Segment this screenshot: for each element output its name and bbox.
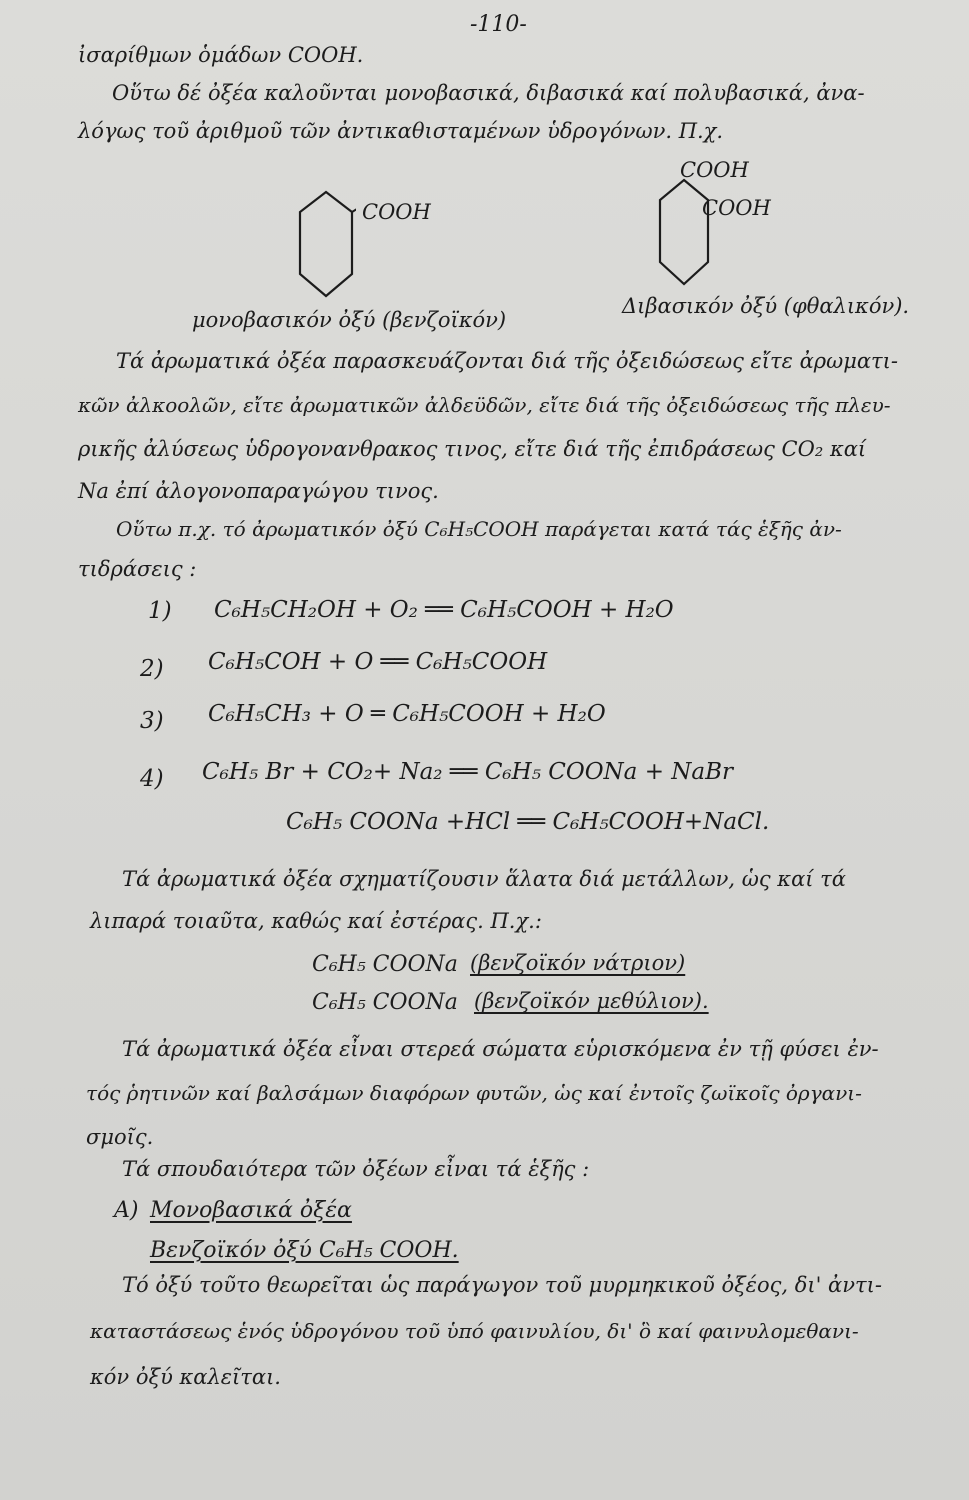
equation: C₆H₅CH₃ + O ═ C₆H₅COOH + H₂O	[208, 701, 606, 727]
text-line: καταστάσεως ἑνός ὑδρογόνου τοῦ ὑπό φαινυλίου, δι' ὃ καί φαινυλομεθανι-	[90, 1319, 859, 1343]
text-line: κόν ὀξύ καλεῖται.	[90, 1365, 281, 1389]
di-carboxyl-top-label: COOH	[680, 158, 749, 182]
text-line: κῶν ἀλκοολῶν, εἴτε ἀρωματικῶν ἀλδεϋδῶν, εἴτε διά τῆς ὀξειδώσεως τῆς πλευ-	[78, 393, 891, 417]
example-formula: C₆H₅ COONa	[312, 990, 458, 1015]
section-subheading: Βενζοϊκόν ὀξύ C₆H₅ COOH.	[150, 1238, 459, 1263]
text-line: τιδράσεις :	[78, 557, 197, 581]
di-carboxyl-side-label: COOH	[702, 196, 771, 220]
text-line: λιπαρά τοιαῦτα, καθώς καί ἐστέρας. Π.χ.:	[90, 909, 542, 933]
equation-number: 3)	[140, 708, 164, 734]
text-line: Οὕτω π.χ. τό ἀρωματικόν ὀξύ C₆H₅COOH παράγεται κατά τάς ἑξῆς ἀν-	[116, 517, 842, 541]
text-line: Τά ἀρωματικά ὀξέα παρασκευάζονται διά τῆς ὀξειδώσεως εἴτε ἀρωματι-	[116, 349, 898, 373]
equation: C₆H₅COH + O ══ C₆H₅COOH	[208, 649, 548, 675]
equation-number: 1)	[148, 598, 172, 624]
text-line: Τά ἀρωματικά ὀξέα σχηματίζουσιν ἅλατα διά μετάλλων, ὡς καί τά	[122, 867, 846, 891]
text-line: Τά σπουδαιότερα τῶν ὀξέων εἶναι τά ἑξῆς :	[122, 1157, 590, 1181]
equation-number: 4)	[140, 766, 164, 792]
example-name: (βενζοϊκόν νάτριον)	[470, 951, 686, 975]
text-line: λόγως τοῦ ἀριθμοῦ τῶν ἀντικαθισταμένων ὑδρογόνων. Π.χ.	[78, 119, 724, 143]
text-line: ἰσαρίθμων ὁμάδων COOH.	[78, 43, 364, 67]
equation: C₆H₅ Br + CO₂+ Na₂ ══ C₆H₅ COONa + NaBr	[202, 759, 734, 785]
text-line: σμοῖς.	[86, 1125, 154, 1149]
equation-number: 2)	[140, 656, 164, 682]
section-heading: Μονοβασικά ὀξέα	[150, 1198, 352, 1223]
mono-carboxyl-label: COOH	[362, 200, 431, 224]
equation: C₆H₅CH₂OH + O₂ ══ C₆H₅COOH + H₂O	[214, 597, 674, 623]
text-line: Na ἐπί ἀλογονοπαραγώγου τινος.	[78, 479, 439, 503]
equation: C₆H₅ COONa +HCl ══ C₆H₅COOH+NaCl.	[286, 809, 770, 835]
example-formula: C₆H₅ COONa	[312, 952, 458, 977]
mono-caption: μονοβασικόν ὀξύ (βενζοϊκόν)	[192, 308, 507, 332]
text-line: τός ῥητινῶν καί βαλσάμων διαφόρων φυτῶν, ὡς καί ἐντοῖς ζωϊκοῖς ὀργανι-	[86, 1081, 862, 1105]
text-line: Τά ἀρωματικά ὀξέα εἶναι στερεά σώματα εὑρισκόμενα ἐν τῇ φύσει ἐν-	[122, 1037, 879, 1061]
example-name: (βενζοϊκόν μεθύλιον).	[474, 989, 709, 1013]
benzene-ring-diagram	[296, 188, 356, 300]
text-line: Οὕτω δέ ὀξέα καλοῦνται μονοβασικά, διβασικά καί πολυβασικά, ἀνα-	[112, 81, 865, 105]
phthalic-ring-diagram	[656, 176, 712, 288]
text-line: Τό ὀξύ τοῦτο θεωρεῖται ὡς παράγωγον τοῦ μυρμηκικοῦ ὀξέος, δι' ἀντι-	[122, 1273, 882, 1297]
page-number: -110-	[470, 12, 527, 37]
di-caption: Διβασικόν ὀξύ (φθαλικόν).	[622, 294, 910, 318]
text-line: ρικῆς ἀλύσεως ὑδρογονανθρακος τινος, εἴτε διά τῆς ἐπιδράσεως CO₂ καί	[78, 437, 867, 461]
section-prefix: Α)	[114, 1198, 139, 1223]
